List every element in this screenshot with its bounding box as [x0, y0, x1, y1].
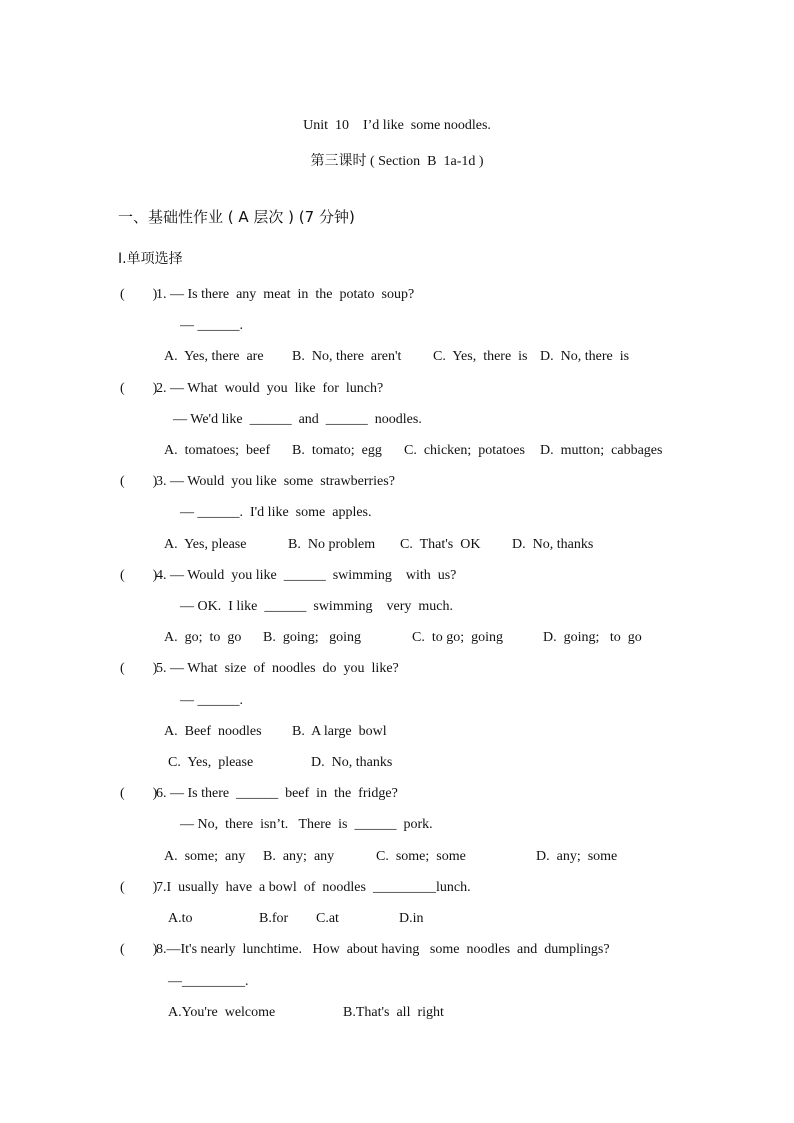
option-c: C. some; some: [376, 849, 466, 864]
question-stem: 8.—It's nearly lunchtime. How about having some noodles and dumplings?: [156, 942, 610, 957]
option-a: A. Beef noodles: [164, 724, 262, 739]
option-d: D. mutton; cabbages: [540, 443, 663, 458]
answer-blank: ( ): [120, 381, 158, 396]
answer-blank: ( ): [120, 942, 158, 957]
option-c: C. to go; going: [412, 630, 504, 645]
question-stem: 5. — What size of noodles do you like?: [156, 661, 399, 676]
answer-blank: ( ): [120, 786, 158, 801]
question-stem: 3. — Would you like some strawberries?: [156, 474, 395, 489]
answer-blank: ( ): [120, 568, 158, 583]
option-c: C. Yes, please: [168, 755, 254, 770]
answer-blank: ( ): [120, 474, 158, 489]
question-reply: — No, there isn’t. There is ______ pork.: [180, 817, 433, 832]
question-stem: 4. — Would you like ______ swimming with us?: [156, 568, 457, 583]
option-a: A. Yes, there are: [164, 349, 264, 364]
option-b: B. going; going: [263, 630, 362, 645]
option-c: C.at: [316, 911, 339, 926]
question-stem: 6. — Is there ______ beef in the fridge?: [156, 786, 398, 801]
option-a: A.to: [168, 911, 193, 926]
option-a: A. tomatoes; beef: [164, 443, 271, 458]
section-heading: 一、基础性作业 ( A 层次 ) (7 分钟): [118, 208, 355, 226]
unit-title: Unit 10 I’d like some noodles.: [303, 118, 491, 133]
option-a: A. go; to go: [164, 630, 242, 645]
option-a: A.You're welcome: [168, 1005, 276, 1020]
option-d: D. No, thanks: [311, 755, 393, 770]
question-stem: 1. — Is there any meat in the potato soup?: [156, 287, 415, 302]
answer-blank: ( ): [120, 661, 158, 676]
question-stem: 7.I usually have a bowl of noodles _________lunch.: [156, 880, 471, 895]
option-c: C. Yes, there is: [433, 349, 528, 364]
option-d: D. No, thanks: [512, 537, 594, 552]
question-reply: — OK. I like ______ swimming very much.: [180, 599, 453, 614]
option-b: B.That's all right: [343, 1005, 444, 1020]
option-c: C. That's OK: [400, 537, 481, 552]
question-stem: 2. — What would you like for lunch?: [156, 381, 384, 396]
question-reply: — We'd like ______ and ______ noodles.: [173, 412, 422, 427]
option-b: B.for: [259, 911, 289, 926]
answer-blank: ( ): [120, 287, 158, 302]
option-d: D.in: [399, 911, 424, 926]
part-heading: I.单项选择: [118, 251, 183, 267]
option-d: D. any; some: [536, 849, 618, 864]
question-reply: — ______.: [180, 318, 243, 333]
option-c: C. chicken; potatoes: [404, 443, 525, 458]
option-b: B. A large bowl: [292, 724, 387, 739]
option-d: D. going; to go: [543, 630, 642, 645]
option-a: A. Yes, please: [164, 537, 247, 552]
question-reply: —_________.: [168, 974, 249, 989]
option-b: B. No, there aren't: [292, 349, 402, 364]
lesson-title: 第三课时 ( Section B 1a-1d ): [310, 154, 484, 169]
option-a: A. some; any: [164, 849, 246, 864]
option-b: B. any; any: [263, 849, 335, 864]
question-reply: — ______.: [180, 693, 243, 708]
answer-blank: ( ): [120, 880, 158, 895]
option-b: B. No problem: [288, 537, 376, 552]
option-d: D. No, there is: [540, 349, 630, 364]
option-b: B. tomato; egg: [292, 443, 382, 458]
question-reply: — ______. I'd like some apples.: [180, 505, 372, 520]
